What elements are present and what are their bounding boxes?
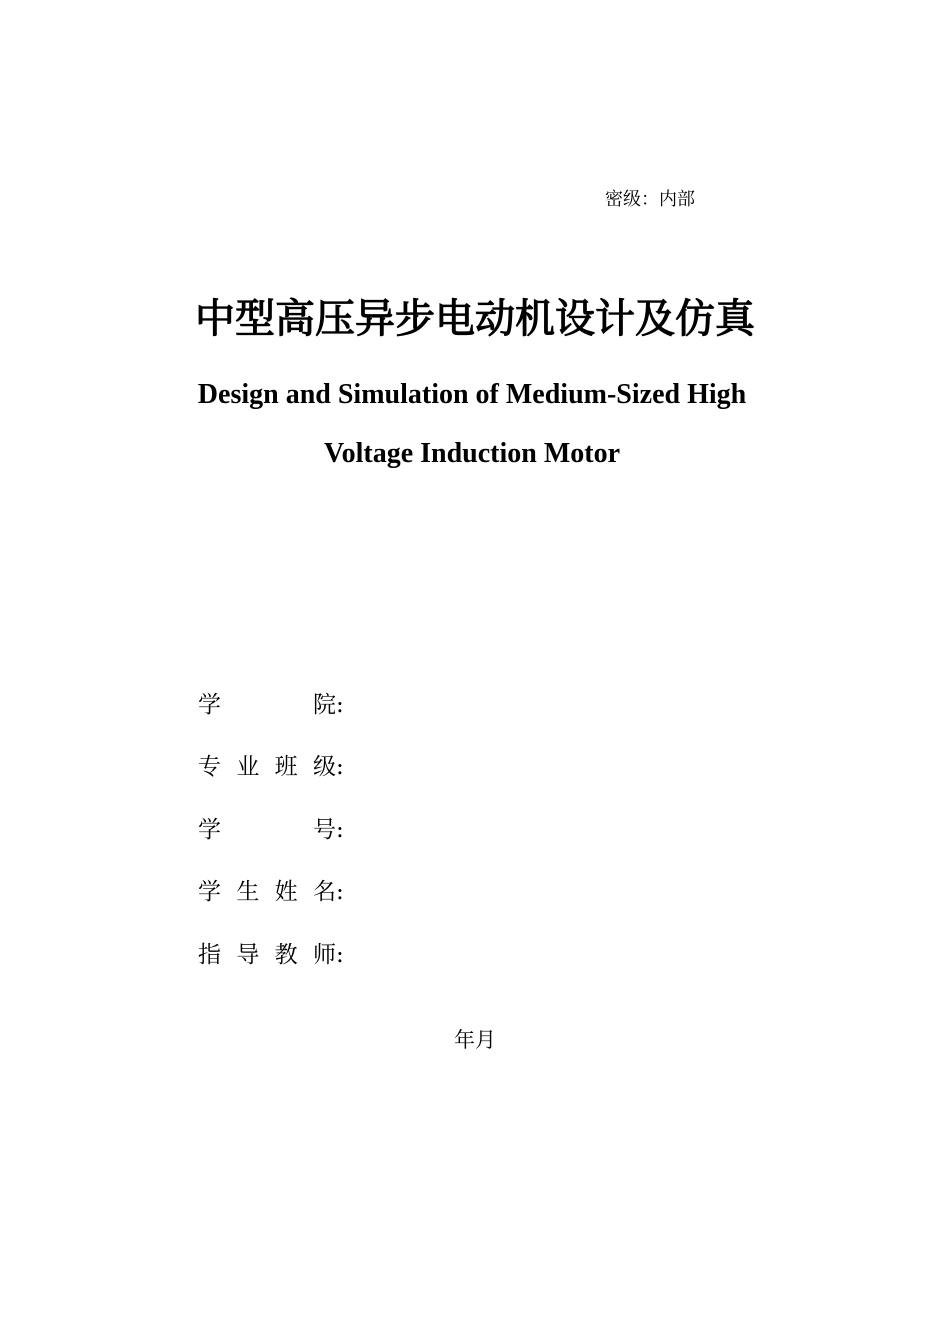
field-college: [198, 688, 346, 722]
label-char: 姓: [274, 879, 298, 905]
field-advisor-label: [198, 938, 336, 972]
label-char: 级: [312, 754, 336, 780]
label-char: 名: [312, 879, 336, 905]
label-char: 教: [274, 942, 298, 968]
label-char: 学: [198, 879, 221, 905]
field-college-label: [198, 688, 336, 722]
field-colon: :: [336, 754, 344, 780]
label-char: 导: [236, 942, 260, 968]
label-char: 业: [236, 754, 260, 780]
field-colon: :: [336, 942, 344, 968]
field-student-name: [198, 875, 346, 909]
label-char: 指: [198, 942, 221, 968]
field-student-id-label: [198, 813, 336, 847]
field-colon: :: [336, 692, 344, 718]
date-line: 年月: [454, 1028, 496, 1052]
field-student-name-label: [198, 875, 336, 909]
label-char: 师: [312, 942, 336, 968]
label-char: 学: [198, 817, 221, 843]
title-english-line-2: Voltage Induction Motor: [323, 438, 621, 469]
title-english-line-1: Design and Simulation of Medium-Sized High: [197, 379, 747, 410]
title-chinese: 中型高压异步电动机设计及仿真: [195, 296, 755, 342]
label-char: 号: [313, 817, 336, 843]
field-colon: :: [336, 817, 344, 843]
label-char: 学: [198, 692, 221, 718]
label-char: 专: [198, 754, 221, 780]
field-major-class-label: [198, 750, 336, 784]
field-student-id: [198, 813, 346, 847]
field-colon: :: [336, 879, 344, 905]
security-classification: 密级：内部: [605, 189, 695, 210]
field-major-class: [198, 750, 346, 784]
field-advisor: [198, 938, 346, 972]
label-char: 院: [313, 692, 336, 718]
label-char: 生: [236, 879, 260, 905]
label-char: 班: [274, 754, 298, 780]
